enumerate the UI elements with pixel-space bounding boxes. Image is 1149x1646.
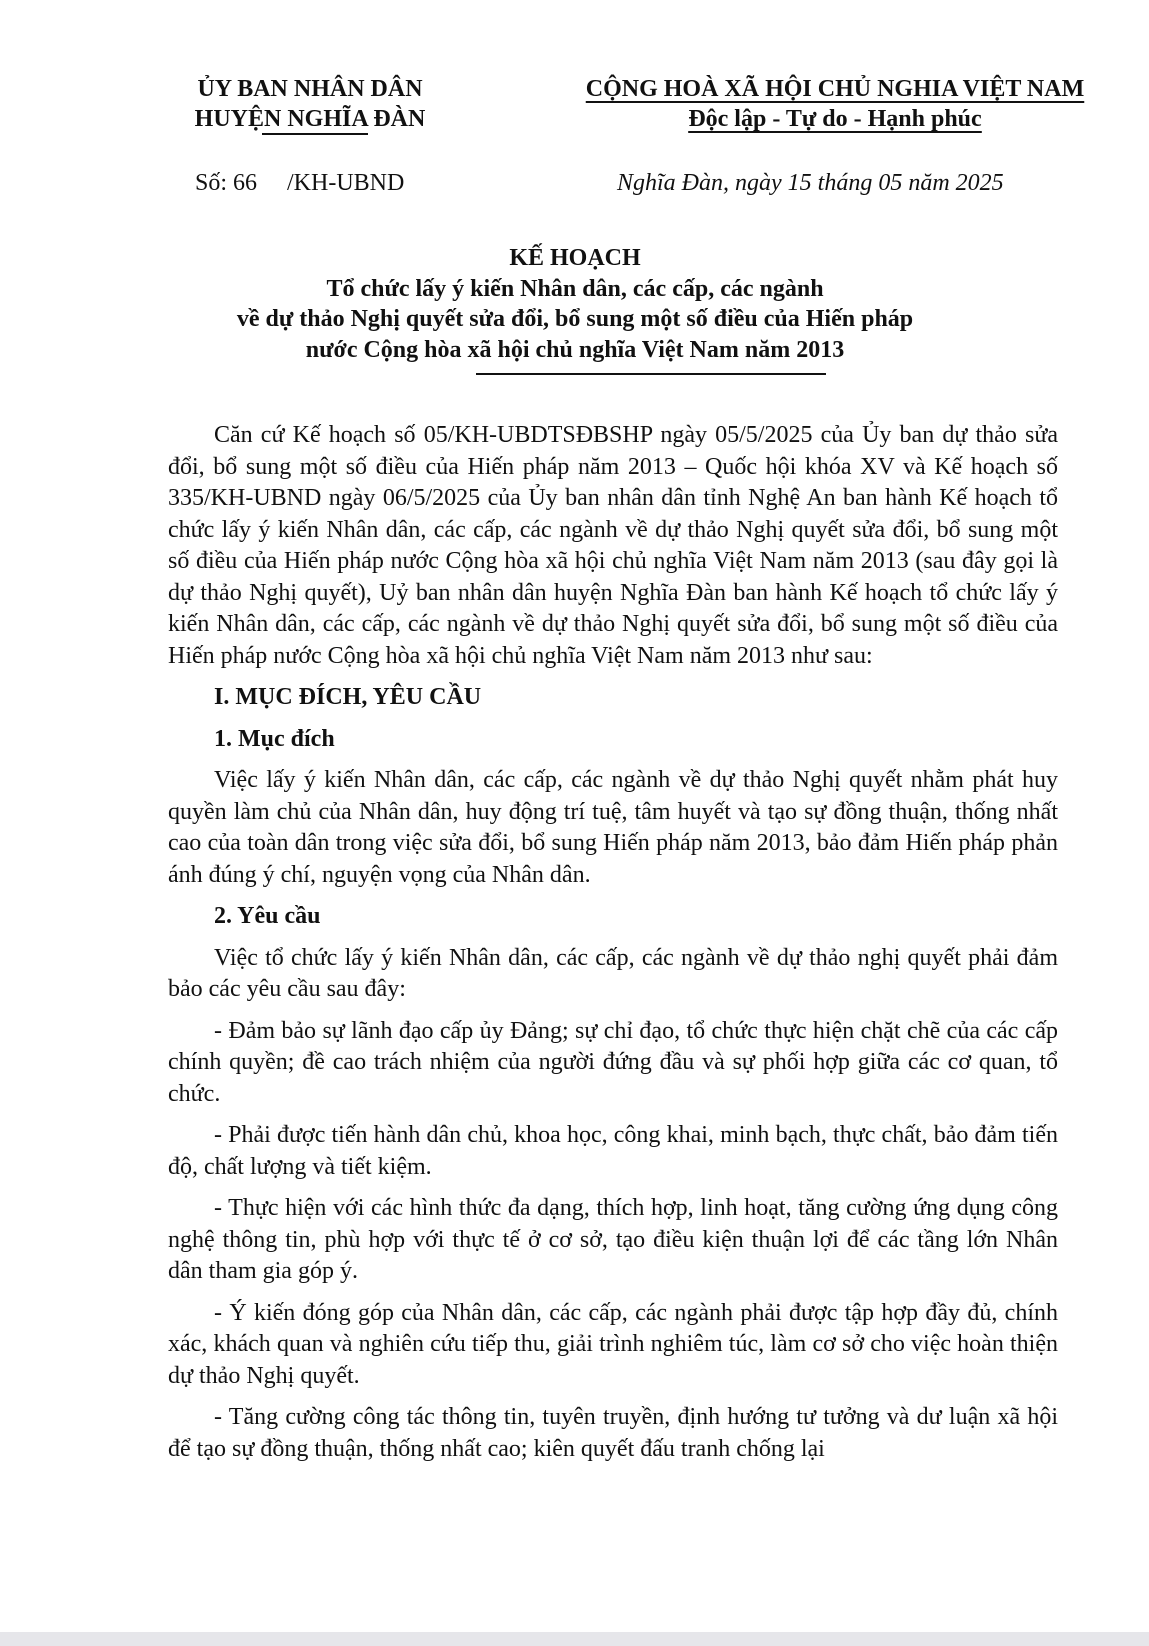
title-line-1: KẾ HOẠCH [509,245,641,271]
requirement-item: - Thực hiện với các hình thức đa dạng, thích hợp, linh hoạt, tăng cường ứng dụng công nghệ thông tin, phù hợp với thực tế ở cơ sở, tạo điều kiện thuận lợi để các tầng lớn Nhân dân tham gia góp ý. [168,1195,1058,1284]
subsection-heading-purpose: 1. Mục đích [214,725,335,752]
document-title [150,243,1000,365]
motto: Độc lập - Tự do - Hạnh phúc [688,106,982,132]
title-line-2: Tổ chức lấy ý kiến Nhân dân, các cấp, các ngành [326,275,824,302]
national-motto [555,74,1115,134]
issuing-agency [150,74,470,134]
requirements-intro: Việc tổ chức lấy ý kiến Nhân dân, các cấp, các ngành về dự thảo nghị quyết phải đảm bảo các yêu cầu sau đây: [168,944,1058,1002]
page-bottom-edge [0,1632,1149,1646]
title-line-4: nước Cộng hòa xã hội chủ nghĩa Việt Nam năm 2013 [305,336,845,363]
title-underline [476,373,826,375]
doc-number-prefix: Số: 66 [195,170,258,196]
agency-line-2: HUYỆN NGHĨA ĐÀN [194,106,426,132]
requirement-item: - Tăng cường công tác thông tin, tuyên truyền, định hướng tư tưởng và dư luận xã hội để tạo sự đồng thuận, thống nhất cao; kiên quyết đấu tranh chống lại [168,1404,1058,1462]
country-name: CỘNG HOÀ XÃ HỘI CHỦ NGHIA VIỆT NAM [585,76,1085,102]
agency-line-1: ỦY BAN NHÂN DÂN [197,76,423,102]
document-body [168,420,1058,1475]
document-number [195,168,404,198]
intro-paragraph: Căn cứ Kế hoạch số 05/KH-UBDTSĐBSHP ngày 05/5/2025 của Ủy ban dự thảo sửa đổi, bổ sung một số điều của Hiến pháp năm 2013 – Quốc hội khóa XV và Kế hoạch số 335/KH-UBND ngày 06/5/2025 của Ủy ban nhân dân tỉnh Nghệ An ban hành Kế hoạch tổ chức lấy ý kiến Nhân dân, các cấp, các ngành về dự thảo Nghị quyết sửa đổi, bổ sung một số điều của Hiến pháp nước Cộng hòa xã hội chủ nghĩa Việt Nam năm 2013 (sau đây gọi là dự thảo Nghị quyết), Uỷ ban nhân dân huyện Nghĩa Đàn ban hành Kế hoạch tổ chức lấy ý kiến Nhân dân, các cấp, các ngành về dự thảo Nghị quyết sửa đổi, bổ sung một số điều của Hiến pháp nước Cộng hòa xã hội chủ nghĩa Việt Nam năm 2013 như sau: [168,422,1058,669]
title-line-3: về dự thảo Nghị quyết sửa đổi, bổ sung một số điều của Hiến pháp [236,306,914,332]
place-date: Nghĩa Đàn, ngày 15 tháng 05 năm 2025 [617,170,1004,196]
requirement-item: - Phải được tiến hành dân chủ, khoa học, công khai, minh bạch, thực chất, bảo đảm tiến độ, chất lượng và tiết kiệm. [168,1122,1058,1180]
requirement-item: - Ý kiến đóng góp của Nhân dân, các cấp, các ngành phải được tập hợp đầy đủ, chính xác, khách quan và nghiên cứu tiếp thu, giải trình nghiêm túc, làm cơ sở cho việc hoàn thiện dự thảo Nghị quyết. [168,1299,1058,1389]
purpose-paragraph: Việc lấy ý kiến Nhân dân, các cấp, các ngành về dự thảo Nghị quyết nhằm phát huy quyền làm chủ của Nhân dân, huy động trí tuệ, tâm huyết và tạo sự đồng thuận, thống nhất cao của toàn dân trong việc sửa đổi, bổ sung Hiến pháp năm 2013, bảo đảm Hiến pháp phản ánh đúng ý chí, nguyện vọng của Nhân dân. [168,767,1058,888]
subsection-heading-requirements: 2. Yêu cầu [214,903,321,929]
section-heading-1: I. MỤC ĐÍCH, YÊU CẦU [214,684,482,710]
requirement-item: - Đảm bảo sự lãnh đạo cấp ủy Đảng; sự chỉ đạo, tổ chức thực hiện chặt chẽ của các cấp chính quyền; đề cao trách nhiệm của người đứng đầu và sự phối hợp giữa các cơ quan, tổ chức. [168,1017,1058,1107]
agency-underline [262,133,368,135]
doc-number-suffix: /KH-UBND [287,170,405,196]
